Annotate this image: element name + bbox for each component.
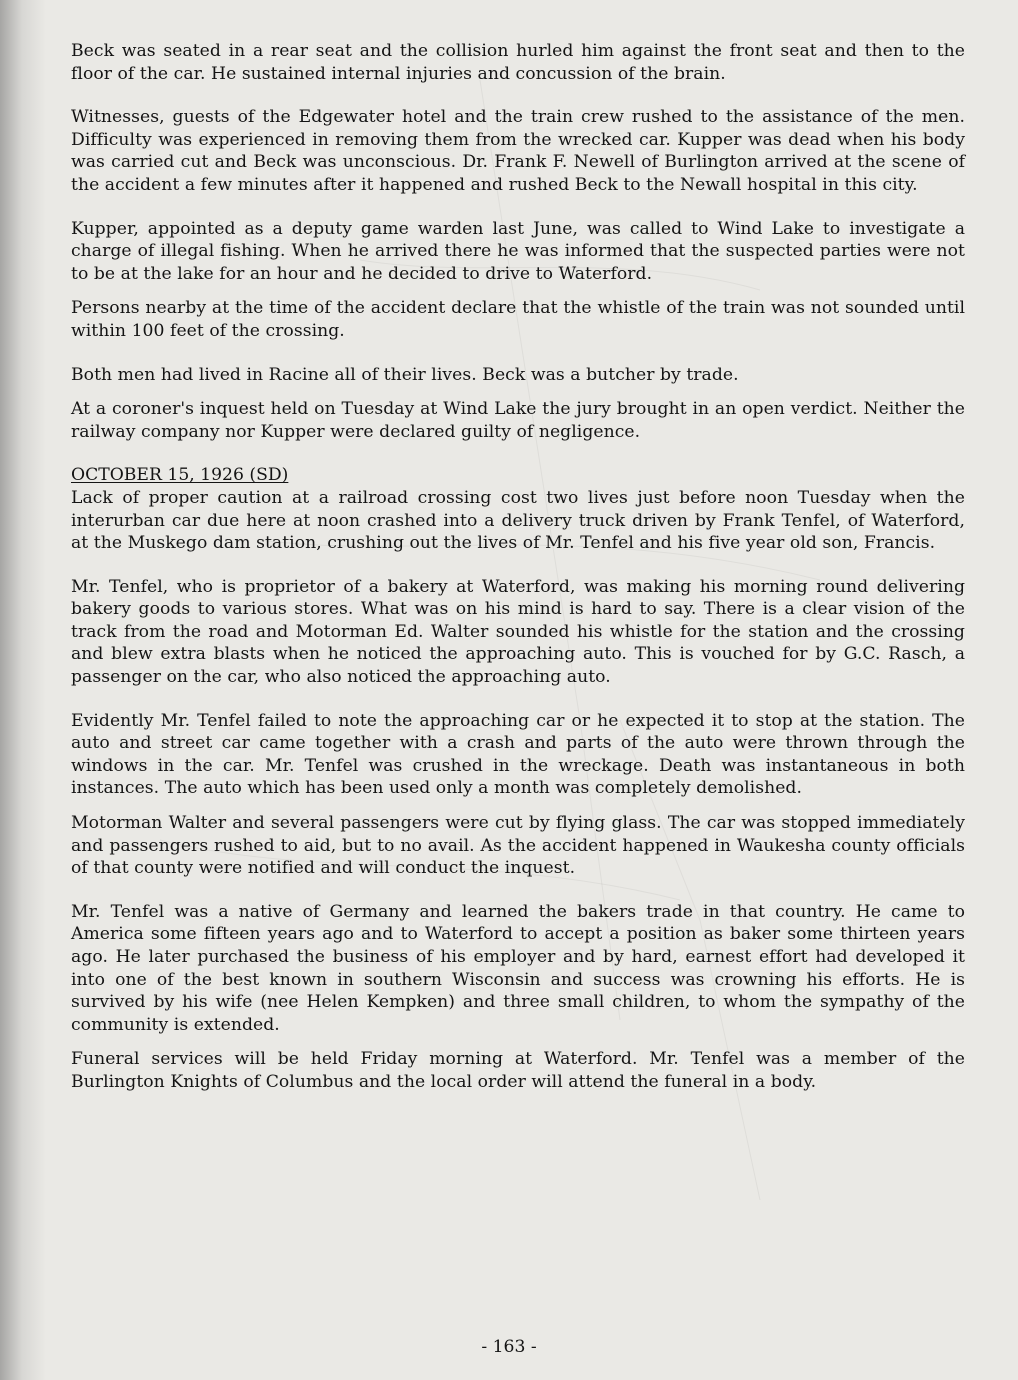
section-paragraph-4: Motorman Walter and several passengers were cut by flying glass. The car was stopped immediately and passengers rushed to aid, but to no avail. As the accident happened in Waukesha county officials of that county were notified and will conduct the inquest. [71, 813, 965, 879]
paragraph-5: Both men had lived in Racine all of their lives. Beck was a butcher by trade. [71, 364, 739, 385]
section-paragraph-1: Lack of proper caution at a railroad crossing cost two lives just before noon Tuesday when the interurban car due here at noon crashed into a delivery truck driven by Frank Tenfel, of Waterford, at the Muskego dam station, crushing out the lives of Mr. Tenfel and his five year old son, Francis. [71, 487, 965, 554]
section-paragraph-6: Funeral services will be held Friday morning at Waterford. Mr. Tenfel was a member of the Burlington Knights of Columbus and the local order will attend the funeral in a body. [71, 1049, 965, 1092]
paragraph-1: Beck was seated in a rear seat and the collision hurled him against the front seat and then to the floor of the car. He sustained internal injuries and concussion of the brain. [71, 41, 965, 84]
paragraph-6: At a coroner's inquest held on Tuesday at Wind Lake the jury brought in an open verdict. Neither the railway company nor Kupper were declared guilty of negligence. [71, 399, 965, 442]
paragraph-3: Kupper, appointed as a deputy game warden last June, was called to Wind Lake to investigate a charge of illegal fishing. When he arrived there he was informed that the suspected parties were not to be at the lake for an hour and he decided to drive to Waterford. [71, 218, 965, 284]
section-paragraph-2: Mr. Tenfel, who is proprietor of a bakery at Waterford, was making his morning round delivering bakery goods to various stores. What was on his mind is hard to say. There is a clear vision of the track from the road and Motorman Ed. Walter sounded his whistle for the station and the crossing and blew extra blasts when he noticed the approaching auto. This is vouched for by G.C. Rasch, a passenger on the car, who also noticed the approaching auto. [71, 576, 965, 688]
paragraph-4: Persons nearby at the time of the accident declare that the whistle of the train was not sounded until within 100 feet of the crossing. [71, 298, 965, 341]
section-heading: OCTOBER 15, 1926 (SD) [71, 465, 289, 486]
page-number: - 163 - [481, 1337, 537, 1357]
section-paragraph-5: Mr. Tenfel was a native of Germany and learned the bakers trade in that country. He came to America some fifteen years ago and to Waterford to accept a position as baker some thirteen years ago. He later purchased the business of his employer and by hard, earnest effort had developed it into one of the best known in southern Wisconsin and success was crowning his efforts. He is survived by his wife (nee Helen Kempken) and three small children, to whom the sympathy of the community is extended. [71, 901, 965, 1035]
article-body [71, 40, 965, 1115]
paragraph-2: Witnesses, guests of the Edgewater hotel and the train crew rushed to the assistance of the men. Difficulty was experienced in removing them from the wrecked car. Kupper was dead when his body was carried cut and Beck was unconscious. Dr. Frank F. Newell of Burlington arrived at the scene of the accident a few minutes after it happened and rushed Beck to the Newall hospital in this city. [71, 107, 965, 195]
section-paragraph-3: Evidently Mr. Tenfel failed to note the approaching car or he expected it to stop at the station. The auto and street car came together with a crash and parts of the auto were thrown through the windows in the car. Mr. Tenfel was crushed in the wreckage. Death was instantaneous in both instances. The auto which has been used only a month was completely demolished. [71, 710, 965, 799]
